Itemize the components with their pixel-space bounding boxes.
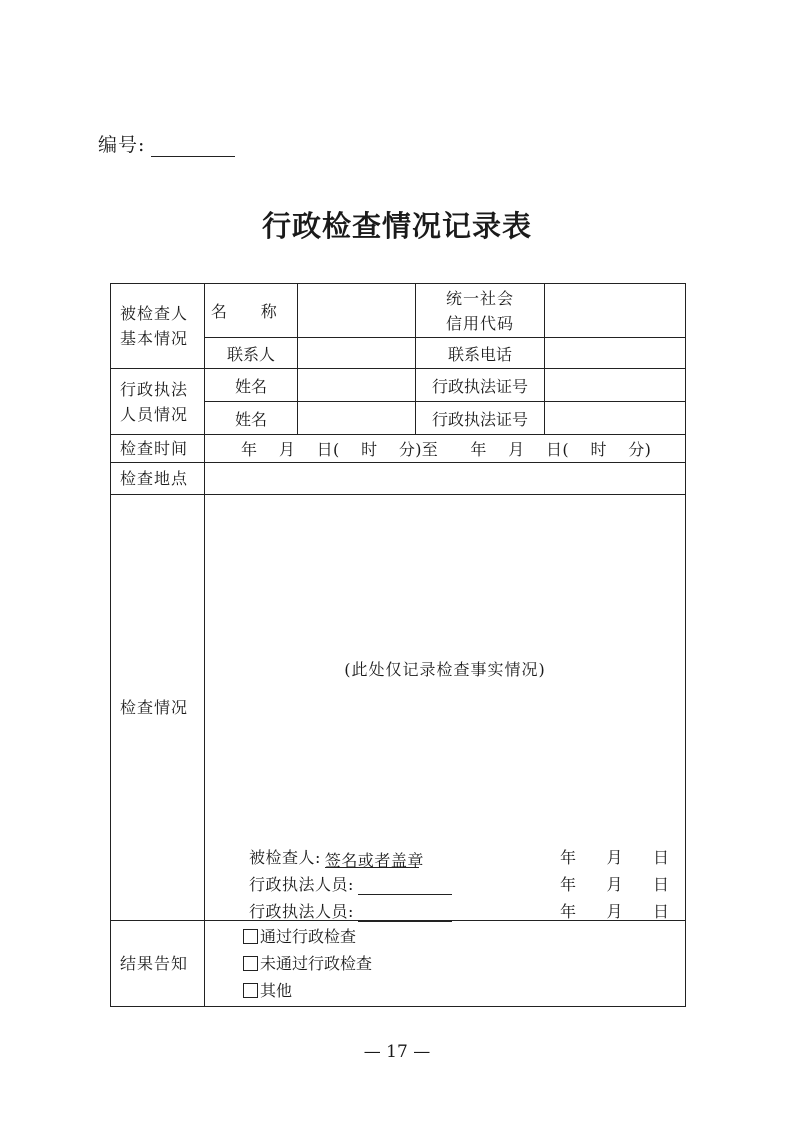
officer-cert-label: 行政执法证号: [416, 369, 545, 402]
signature-row-officer-2: 行政执法人员: 年 月 日: [249, 899, 669, 921]
officer-cert-field[interactable]: [545, 402, 686, 435]
inspection-place-label: 检查地点: [111, 463, 205, 495]
result-option-other[interactable]: 其他: [243, 977, 685, 1004]
officer-name-field[interactable]: [298, 402, 416, 435]
inspection-time-label: 检查时间: [111, 435, 205, 463]
document-number-label: 编号:: [98, 134, 146, 156]
inspection-time-field[interactable]: 年 月 日( 时 分)至 年 月 日( 时 分): [205, 435, 686, 463]
result-option-fail[interactable]: 未通过行政检查: [243, 950, 685, 977]
name-field[interactable]: [298, 284, 416, 338]
signature-date: 年 月 日: [559, 902, 669, 921]
checkbox-icon[interactable]: [243, 929, 258, 944]
officer-name-label: 姓名: [205, 402, 298, 435]
officer-name-label: 姓名: [205, 369, 298, 402]
inspection-record-table: [110, 283, 686, 1007]
subject-signature-field[interactable]: 签名或者盖章: [325, 848, 419, 868]
signature-row-subject: 被检查人: 签名或者盖章 年 月 日: [249, 845, 669, 867]
checkbox-icon[interactable]: [243, 983, 258, 998]
result-option-pass[interactable]: 通过行政检查: [243, 923, 685, 950]
contact-person-field[interactable]: [298, 338, 416, 369]
page-number: — 17 —: [363, 1042, 431, 1062]
page-title: 行政检查情况记录表: [261, 209, 532, 243]
section-officers-info: 行政执法 人员情况: [111, 369, 205, 435]
credit-code-label: 统一社会 信用代码: [416, 284, 545, 338]
contact-phone-field[interactable]: [545, 338, 686, 369]
checkbox-icon[interactable]: [243, 956, 258, 971]
inspection-place-field[interactable]: [205, 463, 686, 495]
result-options: [205, 921, 686, 1007]
result-notice-label: 结果告知: [111, 921, 205, 1007]
inspection-situation-label: 检查情况: [111, 495, 205, 921]
section-subject-info: 被检查人 基本情况: [111, 284, 205, 369]
situation-note: (此处仅记录检查事实情况): [344, 660, 546, 679]
document-number: [98, 130, 235, 157]
signature-row-officer-1: 行政执法人员: 年 月 日: [249, 872, 669, 894]
signature-date: 年 月 日: [559, 875, 669, 894]
officer-cert-label: 行政执法证号: [416, 402, 545, 435]
contact-phone-label: 联系电话: [416, 338, 545, 369]
document-number-field[interactable]: [151, 138, 235, 157]
officer-cert-field[interactable]: [545, 369, 686, 402]
signature-date: 年 月 日: [559, 848, 669, 867]
credit-code-field[interactable]: [545, 284, 686, 338]
name-label: 名 称: [205, 284, 298, 338]
officer-2-signature-field[interactable]: [358, 902, 452, 922]
contact-person-label: 联系人: [205, 338, 298, 369]
officer-1-signature-field[interactable]: [358, 875, 452, 895]
inspection-situation-field[interactable]: [205, 495, 686, 921]
officer-name-field[interactable]: [298, 369, 416, 402]
